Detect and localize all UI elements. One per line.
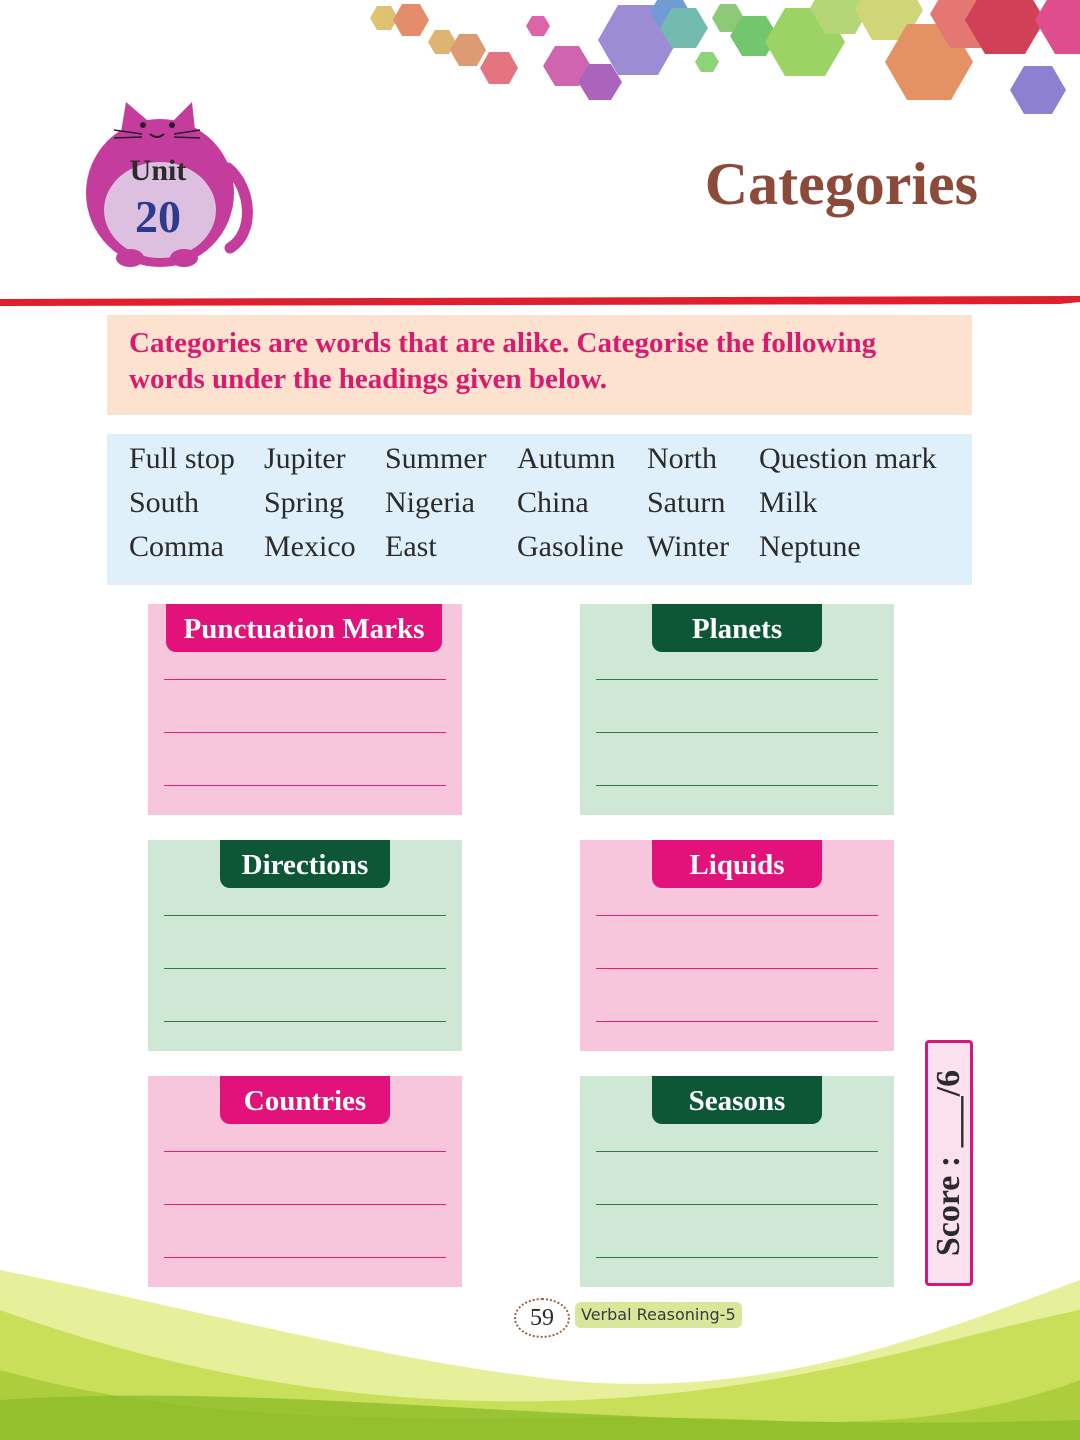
- answer-line[interactable]: [596, 968, 878, 969]
- category-card-liquids: [580, 840, 894, 1051]
- score-blank[interactable]: ___: [930, 1096, 967, 1148]
- decorative-waves: [0, 1270, 1080, 1440]
- answer-line[interactable]: [164, 968, 446, 969]
- category-card-planets: [580, 604, 894, 815]
- answer-line[interactable]: [164, 679, 446, 680]
- score-total: /6: [930, 1069, 967, 1097]
- category-heading: Countries: [220, 1076, 390, 1124]
- divider-rule: [0, 296, 1080, 306]
- answer-line[interactable]: [164, 1021, 446, 1022]
- word: Spring: [264, 486, 345, 519]
- page-number: 59: [514, 1298, 570, 1338]
- word: Mexico: [264, 530, 356, 563]
- word: Question mark: [759, 442, 937, 475]
- word: Milk: [759, 486, 818, 519]
- book-name: Verbal Reasoning-5: [575, 1302, 742, 1328]
- category-card-directions: [148, 840, 462, 1051]
- word: China: [517, 486, 589, 519]
- answer-line[interactable]: [164, 785, 446, 786]
- answer-line[interactable]: [164, 915, 446, 916]
- score-text: [925, 1040, 973, 1286]
- category-heading: Liquids: [652, 840, 822, 888]
- word: Neptune: [759, 530, 861, 563]
- word: South: [129, 486, 200, 519]
- word: North: [647, 442, 717, 475]
- word: East: [385, 530, 437, 563]
- word: Gasoline: [517, 530, 624, 563]
- category-heading: Seasons: [652, 1076, 822, 1124]
- category-card-seasons: [580, 1076, 894, 1287]
- category-card-punctuation-marks: [148, 604, 462, 815]
- score-label: Score :: [930, 1155, 967, 1257]
- unit-label: Unit: [129, 154, 187, 187]
- answer-line[interactable]: [164, 732, 446, 733]
- answer-line[interactable]: [596, 1151, 878, 1152]
- category-heading: Punctuation Marks: [166, 604, 442, 652]
- word: Nigeria: [385, 486, 475, 519]
- answer-line[interactable]: [164, 1204, 446, 1205]
- answer-line[interactable]: [596, 679, 878, 680]
- word: Jupiter: [264, 442, 346, 475]
- category-heading: Planets: [652, 604, 822, 652]
- answer-line[interactable]: [596, 785, 878, 786]
- word: Comma: [129, 530, 224, 563]
- word-bank: [107, 434, 972, 585]
- word: Saturn: [647, 486, 726, 519]
- instruction-box: [107, 315, 972, 415]
- word: Autumn: [517, 442, 616, 475]
- answer-line[interactable]: [164, 1257, 446, 1258]
- word: Winter: [647, 530, 730, 563]
- answer-line[interactable]: [164, 1151, 446, 1152]
- answer-line[interactable]: [596, 1204, 878, 1205]
- category-heading: Directions: [220, 840, 390, 888]
- category-card-countries: [148, 1076, 462, 1287]
- answer-line[interactable]: [596, 732, 878, 733]
- word: Summer: [385, 442, 487, 475]
- answer-line[interactable]: [596, 1021, 878, 1022]
- word: Full stop: [129, 442, 235, 475]
- answer-line[interactable]: [596, 915, 878, 916]
- unit-number: 20: [135, 191, 181, 242]
- answer-line[interactable]: [596, 1257, 878, 1258]
- instruction-text: Categories are words that are alike. Categorise the following words under the headings given below.: [129, 327, 877, 395]
- page-title: Categories: [704, 151, 978, 217]
